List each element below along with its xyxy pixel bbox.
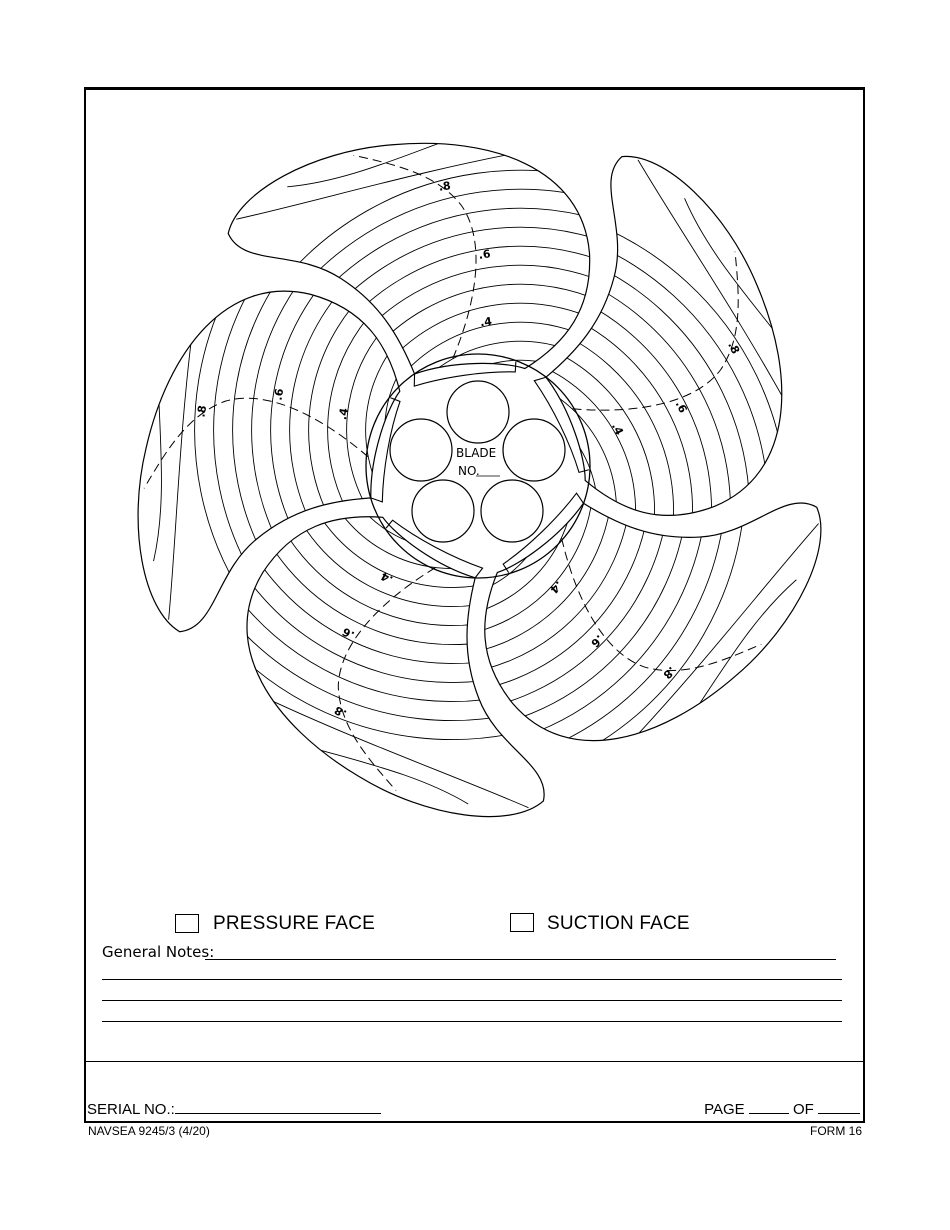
blade-2-radius-label: .4 bbox=[608, 420, 626, 438]
blade-2-section-line bbox=[63, 96, 892, 925]
blade-1-radius-label: .8 bbox=[437, 179, 452, 194]
blade-circle-5[interactable] bbox=[390, 419, 452, 481]
form-id: NAVSEA 9245/3 (4/20) bbox=[88, 1124, 210, 1138]
blade-1-section-line bbox=[256, 216, 785, 745]
blade-3-section-line bbox=[131, 175, 739, 783]
blade-1-chord-line bbox=[284, 135, 466, 187]
blade-circle-3[interactable] bbox=[481, 480, 543, 542]
pressure-face-label: PRESSURE FACE bbox=[213, 913, 376, 934]
hub bbox=[366, 354, 590, 578]
blade-5-section-line bbox=[300, 225, 710, 635]
page-of-field bbox=[704, 1101, 860, 1118]
notes-line-4[interactable] bbox=[102, 1021, 842, 1022]
blade-3 bbox=[0, 41, 902, 947]
blade-5-section-line bbox=[168, 93, 842, 767]
blade-5-section-line bbox=[212, 137, 798, 723]
blade-4-root bbox=[385, 519, 482, 578]
blade-5-radius-label: .4 bbox=[336, 406, 351, 421]
blade-1-section-line bbox=[192, 152, 849, 809]
blade-5-section-line bbox=[190, 115, 820, 745]
blade-5-chord-line bbox=[142, 324, 220, 619]
general-notes-label: General Notes: bbox=[102, 943, 215, 961]
blade-5-chord-line bbox=[127, 379, 185, 561]
blade-1-section-line bbox=[320, 280, 720, 680]
blade-2-section-line bbox=[266, 299, 689, 722]
suction-face-label: SUCTION FACE bbox=[547, 913, 690, 934]
blade-5-section-line bbox=[234, 159, 776, 701]
blade-3-section-line bbox=[24, 68, 847, 891]
blade-3-section-line bbox=[266, 310, 605, 649]
blade-3-section-line bbox=[0, 41, 874, 918]
blade-3-section-line bbox=[51, 95, 820, 864]
blade-2-chord-line bbox=[638, 148, 792, 425]
serial-number-input[interactable] bbox=[175, 1101, 381, 1114]
hub-label-blade: BLADE bbox=[456, 446, 497, 460]
blade-3-chord-line bbox=[667, 580, 815, 725]
blade-4-radius-label: .4 bbox=[378, 569, 396, 587]
blade-5-section-line bbox=[256, 181, 754, 679]
blade-group bbox=[0, 10, 929, 947]
blade-2-section-line bbox=[114, 147, 841, 874]
blade-2-section-line bbox=[190, 223, 765, 798]
hub-label-no: NO. bbox=[458, 464, 480, 478]
notes-line-2[interactable] bbox=[102, 979, 842, 980]
blade-3-section-line bbox=[78, 122, 793, 837]
blade-1-section-line bbox=[363, 323, 677, 637]
notes-line-1[interactable] bbox=[205, 959, 836, 960]
blade-3-reference-line bbox=[534, 490, 761, 720]
of-label: OF bbox=[792, 1101, 814, 1118]
blade-4-reference-line bbox=[301, 550, 497, 791]
blade-4-radius-label: .6 bbox=[340, 624, 357, 642]
blade-4 bbox=[14, 10, 872, 884]
blade-3-radius-label: .4 bbox=[547, 578, 565, 596]
blade-3-section-line bbox=[212, 256, 659, 703]
footer-divider bbox=[84, 1061, 864, 1062]
pressure-face-checkbox[interactable] bbox=[175, 914, 199, 933]
blade-1-radius-label: .6 bbox=[477, 247, 492, 262]
blade-4-radius-label: .8 bbox=[332, 703, 349, 721]
blade-3-section-line bbox=[239, 283, 632, 676]
blade-5-radius-label: .8 bbox=[194, 404, 210, 419]
blade-5-outline bbox=[115, 271, 414, 663]
blade-3-section-line bbox=[185, 229, 686, 730]
suction-face-checkbox[interactable] bbox=[510, 913, 534, 932]
blade-1-outline bbox=[219, 119, 604, 407]
notes-line-3[interactable] bbox=[102, 1000, 842, 1001]
blade-2-radius-label: .6 bbox=[672, 398, 690, 416]
blade-circle-1[interactable] bbox=[447, 381, 509, 443]
blade-2-chord-line bbox=[684, 187, 787, 361]
blade-3-chord-line bbox=[606, 524, 837, 748]
blade-3-root bbox=[502, 493, 585, 574]
blade-2-outline bbox=[465, 128, 837, 553]
blade-circle-2[interactable] bbox=[503, 419, 565, 481]
blade-circle-4[interactable] bbox=[412, 480, 474, 542]
blade-2-radius-label: .8 bbox=[725, 339, 743, 357]
page-total-input[interactable] bbox=[818, 1101, 860, 1114]
form-number: FORM 16 bbox=[809, 1124, 862, 1138]
page-label: PAGE bbox=[704, 1101, 745, 1118]
blade-5-reference-line bbox=[144, 382, 374, 526]
page-number-input[interactable] bbox=[749, 1101, 789, 1114]
blade-1 bbox=[165, 90, 871, 830]
blade-1-section-line bbox=[342, 302, 699, 659]
blade-1-section-line bbox=[170, 130, 870, 830]
blade-3-radius-label: .8 bbox=[660, 663, 679, 682]
blade-1-radius-label: .4 bbox=[479, 314, 493, 330]
blade-5-section-line bbox=[146, 71, 864, 789]
blade-3-section-line bbox=[104, 149, 766, 811]
blade-4-chord-line bbox=[255, 669, 528, 831]
blade-2 bbox=[63, 78, 928, 925]
blade-5-section-line bbox=[366, 291, 644, 569]
blade-1-section-line bbox=[235, 194, 806, 765]
blade-5-radius-label: .6 bbox=[271, 387, 287, 402]
blade-5-section-line bbox=[322, 247, 688, 613]
blade-3-radius-label: .6 bbox=[588, 632, 606, 650]
serial-number-field bbox=[87, 1101, 381, 1118]
serial-number-label: SERIAL NO.: bbox=[87, 1101, 175, 1118]
blade-2-section-line bbox=[139, 172, 816, 849]
